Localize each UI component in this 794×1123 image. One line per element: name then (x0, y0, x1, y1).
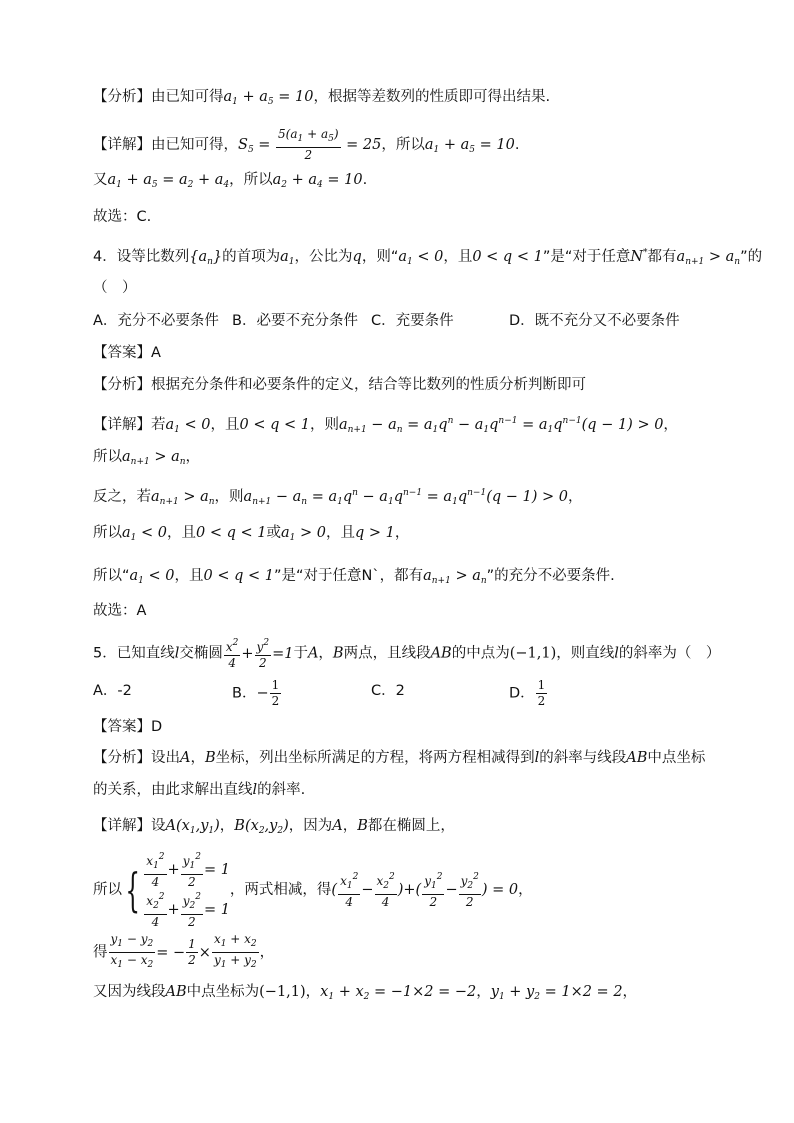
q5-l2: l (614, 645, 619, 662)
q5-pointA: $A(x_1,y_1)$ (165, 818, 220, 836)
detail-tag: 【详解】 (93, 818, 151, 834)
q4-a1: $a_1$ (280, 249, 295, 267)
q4-detail-f1: $a_1 < 0$ (165, 417, 211, 435)
q4-answer: A (151, 345, 161, 361)
q5-l1: l (174, 645, 180, 662)
q3-analysis-line (93, 87, 550, 112)
q4-detail-f3: $a_{n+1} - a_n = a_1q^n - a_1q^{n-1} = a_1q^{n-1}(q - 1) > 0$ (338, 416, 664, 435)
q5-answer-line (93, 717, 162, 737)
q3-line3-result: $a_2 + a_4 = 10$ (272, 172, 363, 190)
q5-analysis-1a: 设出 (151, 750, 180, 766)
q4-detail-c: ，则 (309, 417, 339, 433)
q4-N: N* (630, 248, 648, 265)
q4-seq: $\{a_n\}$ (189, 249, 223, 267)
q5-detail-d: 都在椭圆上， (367, 818, 455, 834)
q5-get: 得 (93, 944, 108, 961)
q5-stem-g: 的斜率为（ ） (618, 645, 721, 662)
q4-so3-e: ”的充分不必要条件. (486, 568, 615, 584)
q4-stem-b: 的首项为 (222, 249, 281, 265)
q5-analysis-1b: 坐标，列出坐标所满足的方程，将两方程相减得到 (215, 750, 535, 766)
q4-paren: （ ） (93, 280, 137, 296)
q4-so2-line: 所以$a_1 < 0$，且0 < q < 1或$a_1 > 0$，且q > 1， (93, 525, 410, 543)
q5-detail-c: ，因为 (288, 818, 333, 834)
q4-option-c: C．充要条件 (371, 313, 454, 329)
q5-options (0, 678, 794, 708)
q4-choice: 故选：A (93, 603, 147, 619)
q4-so2-b: ，且 (166, 525, 196, 541)
q4-stem-a: 4．设等比数列 (93, 249, 190, 265)
q5-answer: D (151, 719, 163, 735)
q4-stem-line1 (93, 243, 762, 272)
q3-analysis-formula: $a_1 + a_5 = 10$ (223, 89, 314, 107)
q4-cond3: $a_{n+1} > a_n$ (676, 249, 741, 267)
q5-analysis-line2: 的关系，由此求解出直线l的斜率. (93, 782, 306, 798)
q5-midpoint: (−1,1) (509, 645, 557, 662)
q4-so2-f3: $a_1 > 0$ (280, 525, 326, 543)
q5-last-line: 又因为线段AB中点坐标为(−1,1)，$x_1 + x_2 = -1\times 2 = -2$，$y_1 + y_2 = 1\times 2 = 2$， (93, 984, 638, 1002)
q5-system-line: 所以{ $\frac{x_1^2}{4}$ + $\frac{y_1^2}{2}$ = 1 $\frac{x_2^2}{4}$ + $\frac{y_2^2}{2}$ = 1 ，两式相减，得( $\frac{x_1^2}{4}$ − $\frac{x_2^2}{4}$ )+( $\frac{y_1^2}{2}$ − $\frac{y_2^2}{2}$ ) = 0， (93, 852, 533, 929)
q5-stem-a: 5．已知直线 (93, 645, 175, 662)
q5-detail-b: ， (219, 818, 235, 834)
q4-so1-text: 所以 (93, 449, 122, 465)
q5-last-a: 又因为线段 (93, 984, 166, 1000)
q4-option-d: D．既不充分又不必要条件 (509, 313, 680, 329)
q4-so3-d: ，都有 (379, 568, 424, 584)
q4-rev-line: 反之，若$a_{n+1} > a_n$，则$a_{n+1} - a_n = a_1q^n - a_1q^{n-1} = a_1q^{n-1}(q - 1) > 0$， (93, 488, 583, 507)
q4-so3-f2: 0 < q < 1 (203, 568, 274, 584)
q5-option-d: D． $\frac{1}{2}$ (509, 678, 546, 708)
q4-options (0, 311, 794, 331)
q5-last-c: ， (305, 984, 321, 1000)
q5-analysis-1d: 中点坐标 (647, 750, 706, 766)
analysis-tag: 【分析】 (93, 377, 151, 393)
q4-so3-f1: $a_1 < 0$ (129, 568, 175, 586)
left-brace-icon: { (125, 863, 140, 917)
q4-rev-a: 反之，若 (93, 489, 151, 505)
q4-so3-a: 所以“ (93, 568, 130, 584)
q4-detail-f2: 0 < q < 1 (239, 417, 310, 433)
q4-rev-f2: $a_{n+1} - a_n = a_1q^n - a_1q^{n-1} = a_1q^{n-1}(q - 1) > 0$ (243, 488, 568, 507)
answer-tag: 【答案】 (93, 719, 151, 735)
q5-get-line: 得 $\frac{y_1 - y_2}{x_1 - x_2}$ = − $\frac{1}{2}$ × $\frac{x_1 + x_2}{y_1 + y_2}$ ， (93, 932, 275, 970)
q4-so3-line (93, 566, 615, 591)
q3-detail-text-b: ，所以 (381, 137, 425, 153)
q4-analysis-text: 根据充分条件和必要条件的定义，结合等比数列的性质分析判断即可 (151, 377, 586, 393)
q3-analysis-text-b: ，根据等差数列的性质即可得出结果. (313, 89, 551, 105)
q4-so1-line: 所以$a_{n+1} > a_n$， (93, 449, 201, 467)
q3-line3-period: . (362, 172, 368, 188)
q4-rev-f1: $a_{n+1} > a_n$ (151, 489, 215, 507)
q4-q: q (352, 249, 362, 265)
q4-so2-f2: 0 < q < 1 (195, 525, 267, 541)
q4-answer-line (93, 343, 161, 363)
q4-stem-e: ，且 (443, 249, 473, 265)
q4-so3-f3: $a_{n+1} > a_n$ (423, 568, 487, 586)
q4-so3-b: ，且 (174, 568, 204, 584)
q4-option-a: A．充分不必要条件 (93, 313, 219, 329)
q5-AB: A (307, 645, 319, 662)
q5-analysis-1c: 的斜率与线段 (539, 750, 627, 766)
q5-stem-c: 于 (293, 645, 308, 662)
q5-stem-b: 交椭圆 (179, 645, 223, 662)
q5-pointB: $B(x_2,y_2)$ (234, 818, 289, 836)
q5-last-b: 中点坐标为 (186, 984, 260, 1000)
q4-so2-d: ，且 (325, 525, 355, 541)
q4-so2-f4: q > 1 (354, 525, 395, 541)
q5-slope-formula: $\frac{y_1 - y_2}{x_1 - x_2}$ = − $\frac{1}{2}$ × $\frac{x_1 + x_2}{y_1 + y_2}$ (110, 932, 257, 970)
q4-stem-f: ”是“对于任意 (542, 249, 631, 265)
q3-detail-text-a: 由已知可得， (151, 137, 238, 153)
q4-so3-mark: ` (372, 568, 380, 584)
q5-option-c: C．2 (371, 683, 405, 699)
q5-ellipse: $\frac{x^2}{4}$ + $\frac{y^2}{2}$ =1 (225, 638, 294, 670)
q4-cond2: 0 < q < 1 (472, 249, 543, 265)
q5-stem-d: 两点，且线段 (343, 645, 431, 662)
q5-analysis-2a: 的关系，由此求解出直线 (93, 782, 253, 798)
q5-stem-f: ，则直线 (556, 645, 615, 662)
q5-subtract: ( $\frac{x_1^2}{4}$ − $\frac{x_2^2}{4}$ )+( $\frac{y_1^2}{2}$ − $\frac{y_2^2}{2}$ ) = 0 (331, 872, 519, 909)
q5-detail-a: 设 (151, 818, 166, 834)
q3-detail-period: . (514, 137, 520, 153)
q4-so2-c: 或 (266, 525, 281, 541)
answer-tag: 【答案】 (93, 345, 151, 361)
q3-detail-result: $a_1 + a_5 = 10$ (424, 137, 515, 155)
q4-detail-line: 【详解】若$a_1 < 0$，且0 < q < 1，则$a_{n+1} - a_n = a_1q^n - a_1q^{n-1} = a_1q^{n-1}(q - 1) > 0$， (93, 416, 678, 435)
q4-stem-h: ”的 (740, 249, 763, 265)
q5-last-point: (−1,1) (259, 984, 306, 1000)
q4-analysis-line (93, 375, 586, 395)
q4-so2-f1: $a_1 < 0$ (122, 525, 167, 543)
q5-option-b-label: B． (232, 685, 257, 702)
q5-option-a: A．-2 (93, 683, 132, 699)
q4-rev-b: ，则 (214, 489, 244, 505)
q5-analysis-2b: 的斜率. (257, 782, 306, 798)
q5-option-b: B．− $\frac{1}{2}$ (232, 678, 280, 708)
q4-stem-c: ，公比为 (294, 249, 353, 265)
q5-stem-e: 的中点为 (451, 645, 510, 662)
q4-so1-f: $a_{n+1} > a_n$ (122, 449, 186, 467)
detail-tag: 【详解】 (93, 417, 151, 433)
q4-cond1: $a_1 < 0$ (398, 249, 444, 267)
analysis-tag: 【分析】 (93, 750, 151, 766)
q4-detail-b: ，且 (210, 417, 240, 433)
q3-detail-formula: $S_5$ = $\frac{5(a_1 + a_5)}{2}$ = 25 (238, 127, 382, 162)
q4-detail-a: 若 (151, 417, 166, 433)
q3-detail-line (93, 127, 519, 163)
q3-choice: 故选：C. (93, 209, 152, 225)
analysis-tag: 【分析】 (93, 89, 151, 105)
q3-line3 (93, 170, 367, 195)
q4-so3-c: ”是“对于任意N (273, 568, 373, 584)
q5-option-d-label: D． (509, 685, 535, 702)
q3-analysis-text-a: 由已知可得 (151, 89, 224, 105)
q3-line3-text-b: ，所以 (229, 172, 273, 188)
q5-detail-line: 【详解】设$A(x_1,y_1)$，$B(x_2,y_2)$，因为A，B都在椭圆上， (93, 818, 455, 836)
q4-stem-d: ，则“ (361, 249, 399, 265)
q4-option-b: B．必要不充分条件 (232, 313, 358, 329)
q4-stem-g: 都有 (647, 249, 677, 265)
q5-system: $\frac{x_1^2}{4}$ + $\frac{y_1^2}{2}$ = 1 $\frac{x_2^2}{4}$ + $\frac{y_2^2}{2}$ = 1 (146, 852, 230, 929)
q4-so2-a: 所以 (93, 525, 122, 541)
q5-stem-line: 5．已知直线l交椭圆 $\frac{x^2}{4}$ + $\frac{y^2}{2}$ =1于A，B两点，且线段AB的中点为(−1,1)，则直线l的斜率为（ ） (93, 638, 721, 670)
q5-AB2: AB (430, 645, 452, 662)
q5-sys-b: ，两式相减，得 (229, 882, 332, 898)
q5-analysis-line1: 【分析】设出A，B坐标，列出坐标所满足的方程，将两方程相减得到l的斜率与线段AB中点坐标 (93, 750, 706, 766)
q5-sys-a: 所以 (93, 882, 122, 898)
q3-line3-text-a: 又 (93, 172, 108, 188)
q5-last-f1: $x_1 + x_2 = -1\times 2 = -2$ (320, 984, 477, 1002)
q3-line3-formula: $a_1 + a_5 = a_2 + a_4$ (107, 172, 230, 190)
q5-last-f2: $y_1 + y_2 = 1\times 2 = 2$ (490, 984, 623, 1002)
detail-tag: 【详解】 (93, 137, 151, 153)
